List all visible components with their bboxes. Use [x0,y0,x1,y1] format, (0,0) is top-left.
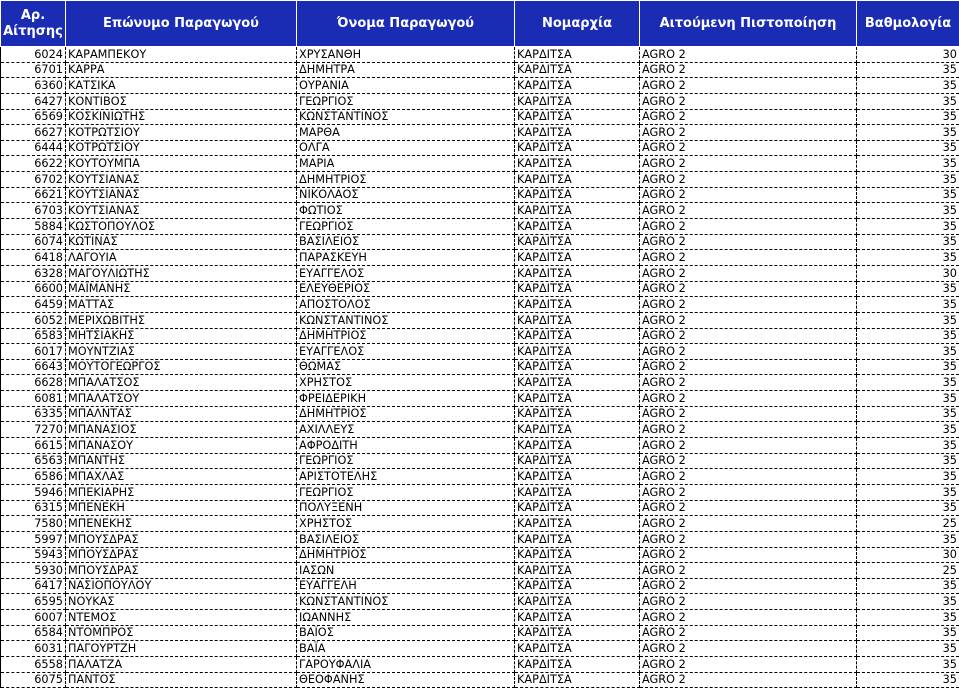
cell-producer-surname: ΝΤΕΜΟΣ [66,610,297,626]
cell-producer-name: ΔΗΜΗΤΡΙΟΣ [297,406,515,422]
table-row [1,563,959,579]
cell-application-number: 6563 [1,453,66,469]
cell-requested-certification: AGRO 2 [640,250,857,266]
cell-requested-certification: AGRO 2 [640,172,857,188]
cell-score: 35 [857,625,959,641]
cell-prefecture: ΚΑΡΔΙΤΣΑ [515,109,640,125]
cell-score: 35 [857,578,959,594]
cell-prefecture: ΚΑΡΔΙΤΣΑ [515,500,640,516]
cell-score: 35 [857,500,959,516]
cell-producer-name: ΘΩΜΑΣ [297,359,515,375]
cell-application-number: 6586 [1,469,66,485]
cell-producer-surname: ΜΠΑΛΝΤΑΣ [66,406,297,422]
cell-producer-name: ΝΙΚΟΛΑΟΣ [297,187,515,203]
cell-score: 35 [857,422,959,438]
cell-prefecture: ΚΑΡΔΙΤΣΑ [515,406,640,422]
cell-prefecture: ΚΑΡΔΙΤΣΑ [515,656,640,672]
cell-producer-name: ΓΕΩΡΓΙΟΣ [297,453,515,469]
table-row [1,469,959,485]
cell-producer-name: ΠΟΛΥΞΕΝΗ [297,500,515,516]
cell-application-number: 6569 [1,109,66,125]
cell-producer-name: ΒΑΪΟΣ [297,625,515,641]
cell-producer-name: ΓΑΡΟΥΦΑΛΙΑ [297,656,515,672]
cell-prefecture: ΚΑΡΔΙΤΣΑ [515,93,640,109]
cell-prefecture: ΚΑΡΔΙΤΣΑ [515,641,640,657]
table-row [1,47,959,63]
table-row [1,391,959,407]
table-row [1,359,959,375]
cell-score: 30 [857,47,959,63]
cell-prefecture: ΚΑΡΔΙΤΣΑ [515,187,640,203]
cell-producer-name: ΕΥΑΓΓΕΛΗ [297,578,515,594]
cell-producer-surname: ΚΩΣΤΟΠΟΥΛΟΣ [66,219,297,235]
cell-requested-certification: AGRO 2 [640,78,857,94]
cell-producer-surname: ΜΠΑΝΑΣΟΥ [66,438,297,454]
cell-prefecture: ΚΑΡΔΙΤΣΑ [515,594,640,610]
cell-producer-surname: ΚΟΝΤΙΒΟΣ [66,93,297,109]
cell-score: 35 [857,391,959,407]
cell-producer-name: ΒΑΪΑ [297,641,515,657]
cell-application-number: 6328 [1,265,66,281]
table-row [1,62,959,78]
cell-prefecture: ΚΑΡΔΙΤΣΑ [515,453,640,469]
cell-application-number: 6427 [1,93,66,109]
cell-application-number: 6418 [1,250,66,266]
table-row [1,641,959,657]
table-row [1,531,959,547]
cell-requested-certification: AGRO 2 [640,563,857,579]
table-row [1,125,959,141]
cell-score: 35 [857,453,959,469]
cell-application-number: 6627 [1,125,66,141]
cell-producer-surname: ΜΠΕΝΕΚΗ [66,500,297,516]
cell-prefecture: ΚΑΡΔΙΤΣΑ [515,140,640,156]
cell-application-number: 6444 [1,140,66,156]
cell-score: 35 [857,172,959,188]
cell-producer-name: ΓΕΩΡΓΙΟΣ [297,219,515,235]
cell-requested-certification: AGRO 2 [640,344,857,360]
cell-producer-surname: ΠΑΛΑΤΖΑ [66,656,297,672]
header-producer-surname: Επώνυμο Παραγωγού [66,1,297,47]
table-row [1,422,959,438]
table-row [1,453,959,469]
cell-prefecture: ΚΑΡΔΙΤΣΑ [515,172,640,188]
cell-producer-name: ΙΩΑΝΝΗΣ [297,610,515,626]
cell-requested-certification: AGRO 2 [640,47,857,63]
cell-producer-surname: ΝΑΣΙΟΠΟΥΛΟΥ [66,578,297,594]
cell-score: 35 [857,656,959,672]
cell-requested-certification: AGRO 2 [640,578,857,594]
cell-prefecture: ΚΑΡΔΙΤΣΑ [515,438,640,454]
cell-producer-name: ΑΡΙΣΤΟΤΕΛΗΣ [297,469,515,485]
cell-producer-name: ΔΗΜΗΤΡΙΟΣ [297,328,515,344]
cell-score: 35 [857,234,959,250]
header-producer-name: Όνομα Παραγωγού [297,1,515,47]
cell-application-number: 5997 [1,531,66,547]
cell-requested-certification: AGRO 2 [640,625,857,641]
cell-score: 35 [857,109,959,125]
cell-producer-name: ΕΥΑΓΓΕΛΟΣ [297,265,515,281]
cell-application-number: 6621 [1,187,66,203]
cell-prefecture: ΚΑΡΔΙΤΣΑ [515,265,640,281]
cell-application-number: 6075 [1,672,66,688]
table-row [1,78,959,94]
cell-producer-name: ΒΑΣΙΛΕΙΟΣ [297,234,515,250]
cell-score: 35 [857,438,959,454]
cell-requested-certification: AGRO 2 [640,547,857,563]
cell-score: 35 [857,219,959,235]
cell-producer-name: ΟΛΓΑ [297,140,515,156]
cell-prefecture: ΚΑΡΔΙΤΣΑ [515,250,640,266]
cell-producer-surname: ΝΤΟΜΠΡΟΣ [66,625,297,641]
header-score: Βαθμολογία [857,1,959,47]
table-row [1,187,959,203]
cell-prefecture: ΚΑΡΔΙΤΣΑ [515,203,640,219]
cell-producer-surname: ΜΠΕΚΙΑΡΗΣ [66,484,297,500]
cell-producer-surname: ΜΠΟΥΣΔΡΑΣ [66,563,297,579]
cell-producer-name: ΓΕΩΡΓΙΟΣ [297,484,515,500]
cell-producer-name: ΒΑΣΙΛΕΙΟΣ [297,531,515,547]
cell-prefecture: ΚΑΡΔΙΤΣΑ [515,219,640,235]
cell-application-number: 6702 [1,172,66,188]
cell-producer-name: ΠΑΡΑΣΚΕΥΗ [297,250,515,266]
cell-score: 35 [857,93,959,109]
table-row [1,656,959,672]
cell-producer-surname: ΝΟΥΚΑΣ [66,594,297,610]
cell-score: 35 [857,484,959,500]
cell-score: 35 [857,594,959,610]
cell-score: 35 [857,344,959,360]
cell-producer-name: ΙΑΣΩΝ [297,563,515,579]
cell-requested-certification: AGRO 2 [640,109,857,125]
cell-application-number: 6584 [1,625,66,641]
cell-producer-surname: ΜΟΥΤΟΓΕΩΡΓΟΣ [66,359,297,375]
cell-producer-surname: ΜΠΑΧΛΑΣ [66,469,297,485]
cell-producer-name: ΚΩΝΣΤΑΝΤΙΝΟΣ [297,312,515,328]
cell-requested-certification: AGRO 2 [640,297,857,313]
cell-producer-name: ΓΕΩΡΓΙΟΣ [297,93,515,109]
cell-producer-surname: ΜΑΪΜΑΝΗΣ [66,281,297,297]
table-row [1,484,959,500]
cell-prefecture: ΚΑΡΔΙΤΣΑ [515,78,640,94]
cell-producer-name: ΔΗΜΗΤΡΙΟΣ [297,547,515,563]
cell-producer-surname: ΜΟΥΝΤΖΙΑΣ [66,344,297,360]
cell-requested-certification: AGRO 2 [640,610,857,626]
cell-score: 30 [857,265,959,281]
table-row [1,203,959,219]
table-row [1,109,959,125]
cell-prefecture: ΚΑΡΔΙΤΣΑ [515,234,640,250]
cell-producer-surname: ΚΑΡΑΜΠΕΚΟΥ [66,47,297,63]
table-row [1,172,959,188]
table-row [1,328,959,344]
table-row [1,344,959,360]
cell-prefecture: ΚΑΡΔΙΤΣΑ [515,531,640,547]
cell-producer-surname: ΚΟΤΡΩΤΣΙΟΥ [66,125,297,141]
cell-prefecture: ΚΑΡΔΙΤΣΑ [515,578,640,594]
cell-producer-surname: ΜΠΟΥΣΔΡΑΣ [66,531,297,547]
table-row [1,219,959,235]
cell-prefecture: ΚΑΡΔΙΤΣΑ [515,125,640,141]
cell-prefecture: ΚΑΡΔΙΤΣΑ [515,610,640,626]
cell-score: 30 [857,547,959,563]
cell-score: 35 [857,125,959,141]
cell-application-number: 6701 [1,62,66,78]
cell-score: 25 [857,516,959,532]
cell-prefecture: ΚΑΡΔΙΤΣΑ [515,281,640,297]
cell-score: 35 [857,203,959,219]
cell-score: 35 [857,359,959,375]
table-row [1,516,959,532]
cell-prefecture: ΚΑΡΔΙΤΣΑ [515,297,640,313]
cell-producer-surname: ΜΠΑΛΑΤΣΟΣ [66,375,297,391]
cell-requested-certification: AGRO 2 [640,438,857,454]
cell-score: 35 [857,187,959,203]
cell-producer-surname: ΚΟΥΤΣΙΑΝΑΣ [66,172,297,188]
cell-requested-certification: AGRO 2 [640,62,857,78]
table-row [1,234,959,250]
cell-producer-name: ΦΩΤΙΟΣ [297,203,515,219]
cell-score: 35 [857,156,959,172]
cell-producer-name: ΑΦΡΟΔΙΤΗ [297,438,515,454]
cell-application-number: 7580 [1,516,66,532]
table-row [1,578,959,594]
header-requested-certification: Αιτούμενη Πιστοποίηση [640,1,857,47]
cell-requested-certification: AGRO 2 [640,641,857,657]
cell-application-number: 6558 [1,656,66,672]
cell-requested-certification: AGRO 2 [640,672,857,688]
cell-application-number: 6335 [1,406,66,422]
table-row [1,297,959,313]
cell-application-number: 7270 [1,422,66,438]
cell-producer-name: ΟΥΡΑΝΙΑ [297,78,515,94]
cell-requested-certification: AGRO 2 [640,453,857,469]
cell-application-number: 5946 [1,484,66,500]
table-row [1,594,959,610]
cell-application-number: 6622 [1,156,66,172]
cell-producer-surname: ΜΠΑΝΤΗΣ [66,453,297,469]
cell-producer-surname: ΜΕΡΙΧΩΒΙΤΗΣ [66,312,297,328]
cell-prefecture: ΚΑΡΔΙΤΣΑ [515,156,640,172]
cell-requested-certification: AGRO 2 [640,234,857,250]
cell-prefecture: ΚΑΡΔΙΤΣΑ [515,469,640,485]
cell-prefecture: ΚΑΡΔΙΤΣΑ [515,625,640,641]
cell-requested-certification: AGRO 2 [640,484,857,500]
cell-producer-name: ΕΛΕΥΘΕΡΙΟΣ [297,281,515,297]
cell-requested-certification: AGRO 2 [640,328,857,344]
cell-requested-certification: AGRO 2 [640,265,857,281]
cell-producer-surname: ΜΑΤΤΑΣ [66,297,297,313]
cell-producer-surname: ΠΑΓΟΥΡΤΖΗ [66,641,297,657]
cell-requested-certification: AGRO 2 [640,203,857,219]
cell-producer-surname: ΚΟΥΤΣΙΑΝΑΣ [66,203,297,219]
cell-application-number: 6052 [1,312,66,328]
cell-producer-surname: ΜΑΓΟΥΛΙΩΤΗΣ [66,265,297,281]
cell-score: 35 [857,140,959,156]
cell-application-number: 6583 [1,328,66,344]
cell-prefecture: ΚΑΡΔΙΤΣΑ [515,47,640,63]
cell-score: 35 [857,610,959,626]
cell-score: 35 [857,281,959,297]
cell-prefecture: ΚΑΡΔΙΤΣΑ [515,375,640,391]
cell-requested-certification: AGRO 2 [640,656,857,672]
table-row [1,140,959,156]
cell-score: 25 [857,563,959,579]
cell-requested-certification: AGRO 2 [640,125,857,141]
table-row [1,156,959,172]
cell-application-number: 6031 [1,641,66,657]
header-application-number: Αρ. Αίτησης [1,1,66,47]
table-row [1,672,959,688]
cell-producer-surname: ΜΠΕΝΕΚΗΣ [66,516,297,532]
cell-application-number: 6360 [1,78,66,94]
cell-producer-surname: ΚΩΤΙΝΑΣ [66,234,297,250]
cell-requested-certification: AGRO 2 [640,156,857,172]
header-prefecture: Νομαρχία [515,1,640,47]
cell-producer-surname: ΚΟΥΤΟΥΜΠΑ [66,156,297,172]
cell-application-number: 6024 [1,47,66,63]
cell-application-number: 6703 [1,203,66,219]
cell-application-number: 6417 [1,578,66,594]
cell-application-number: 6459 [1,297,66,313]
cell-prefecture: ΚΑΡΔΙΤΣΑ [515,344,640,360]
cell-prefecture: ΚΑΡΔΙΤΣΑ [515,484,640,500]
table-row [1,438,959,454]
cell-prefecture: ΚΑΡΔΙΤΣΑ [515,359,640,375]
cell-score: 35 [857,312,959,328]
cell-producer-surname: ΚΟΣΚΙΝΙΩΤΗΣ [66,109,297,125]
table-row [1,610,959,626]
cell-prefecture: ΚΑΡΔΙΤΣΑ [515,62,640,78]
cell-producer-surname: ΠΑΝΤΟΣ [66,672,297,688]
cell-application-number: 6615 [1,438,66,454]
cell-requested-certification: AGRO 2 [640,531,857,547]
table-row [1,281,959,297]
cell-prefecture: ΚΑΡΔΙΤΣΑ [515,563,640,579]
table-row [1,547,959,563]
cell-requested-certification: AGRO 2 [640,140,857,156]
cell-producer-surname: ΚΑΤΣΙΚΑ [66,78,297,94]
cell-producer-name: ΧΡΗΣΤΟΣ [297,375,515,391]
cell-producer-name: ΧΡΥΣΑΝΘΗ [297,47,515,63]
cell-score: 35 [857,672,959,688]
cell-producer-name: ΜΑΡΙΑ [297,156,515,172]
cell-requested-certification: AGRO 2 [640,219,857,235]
cell-requested-certification: AGRO 2 [640,187,857,203]
cell-application-number: 6600 [1,281,66,297]
cell-score: 35 [857,641,959,657]
cell-producer-name: ΔΗΜΗΤΡΑ [297,62,515,78]
cell-prefecture: ΚΑΡΔΙΤΣΑ [515,312,640,328]
header-row [1,1,959,47]
table-row [1,93,959,109]
table-row [1,312,959,328]
cell-application-number: 6643 [1,359,66,375]
table-body [1,47,959,688]
cell-producer-name: ΔΗΜΗΤΡΙΟΣ [297,172,515,188]
cell-score: 35 [857,469,959,485]
cell-score: 35 [857,328,959,344]
cell-score: 35 [857,531,959,547]
cell-application-number: 6628 [1,375,66,391]
cell-requested-certification: AGRO 2 [640,422,857,438]
cell-producer-surname: ΜΗΤΣΙΑΚΗΣ [66,328,297,344]
cell-prefecture: ΚΑΡΔΙΤΣΑ [515,547,640,563]
cell-requested-certification: AGRO 2 [640,469,857,485]
cell-application-number: 6074 [1,234,66,250]
cell-score: 35 [857,297,959,313]
cell-application-number: 6081 [1,391,66,407]
cell-producer-surname: ΚΑΡΡΑ [66,62,297,78]
cell-score: 35 [857,406,959,422]
cell-producer-name: ΘΕΟΦΑΝΗΣ [297,672,515,688]
cell-requested-certification: AGRO 2 [640,93,857,109]
cell-application-number: 6315 [1,500,66,516]
cell-producer-name: ΧΡΗΣΤΟΣ [297,516,515,532]
cell-score: 35 [857,78,959,94]
cell-requested-certification: AGRO 2 [640,500,857,516]
cell-requested-certification: AGRO 2 [640,406,857,422]
cell-producer-name: ΑΧΙΛΛΕΥΣ [297,422,515,438]
cell-application-number: 5930 [1,563,66,579]
cell-producer-name: ΚΩΝΣΤΑΝΤΙΝΟΣ [297,109,515,125]
cell-producer-name: ΦΡΕΙΔΕΡΙΚΗ [297,391,515,407]
cell-application-number: 6007 [1,610,66,626]
cell-prefecture: ΚΑΡΔΙΤΣΑ [515,391,640,407]
cell-requested-certification: AGRO 2 [640,516,857,532]
cell-producer-surname: ΜΠΑΝΑΣΙΟΣ [66,422,297,438]
cell-prefecture: ΚΑΡΔΙΤΣΑ [515,672,640,688]
cell-producer-name: ΕΥΑΓΓΕΛΟΣ [297,344,515,360]
cell-producer-name: ΜΑΡΘΑ [297,125,515,141]
cell-producer-surname: ΜΠΑΛΑΤΣΟΥ [66,391,297,407]
cell-producer-surname: ΚΟΥΤΣΙΑΝΑΣ [66,187,297,203]
table-row [1,500,959,516]
cell-application-number: 6017 [1,344,66,360]
cell-producer-name: ΑΠΟΣΤΟΛΟΣ [297,297,515,313]
cell-application-number: 5884 [1,219,66,235]
table-row [1,265,959,281]
cell-producer-name: ΚΩΝΣΤΑΝΤΙΝΟΣ [297,594,515,610]
table-row [1,375,959,391]
cell-producer-surname: ΛΑΓΟΥΙΑ [66,250,297,266]
cell-score: 35 [857,375,959,391]
cell-prefecture: ΚΑΡΔΙΤΣΑ [515,516,640,532]
cell-producer-surname: ΚΟΤΡΩΤΣΙΟΥ [66,140,297,156]
cell-requested-certification: AGRO 2 [640,359,857,375]
cell-requested-certification: AGRO 2 [640,281,857,297]
cell-application-number: 5943 [1,547,66,563]
cell-requested-certification: AGRO 2 [640,312,857,328]
cell-requested-certification: AGRO 2 [640,594,857,610]
table-row [1,406,959,422]
cell-score: 35 [857,250,959,266]
cell-requested-certification: AGRO 2 [640,391,857,407]
cell-producer-surname: ΜΠΟΥΣΔΡΑΣ [66,547,297,563]
table-row [1,625,959,641]
table-row [1,250,959,266]
cell-prefecture: ΚΑΡΔΙΤΣΑ [515,328,640,344]
cell-prefecture: ΚΑΡΔΙΤΣΑ [515,422,640,438]
cell-requested-certification: AGRO 2 [640,375,857,391]
cell-application-number: 6595 [1,594,66,610]
cell-score: 35 [857,62,959,78]
